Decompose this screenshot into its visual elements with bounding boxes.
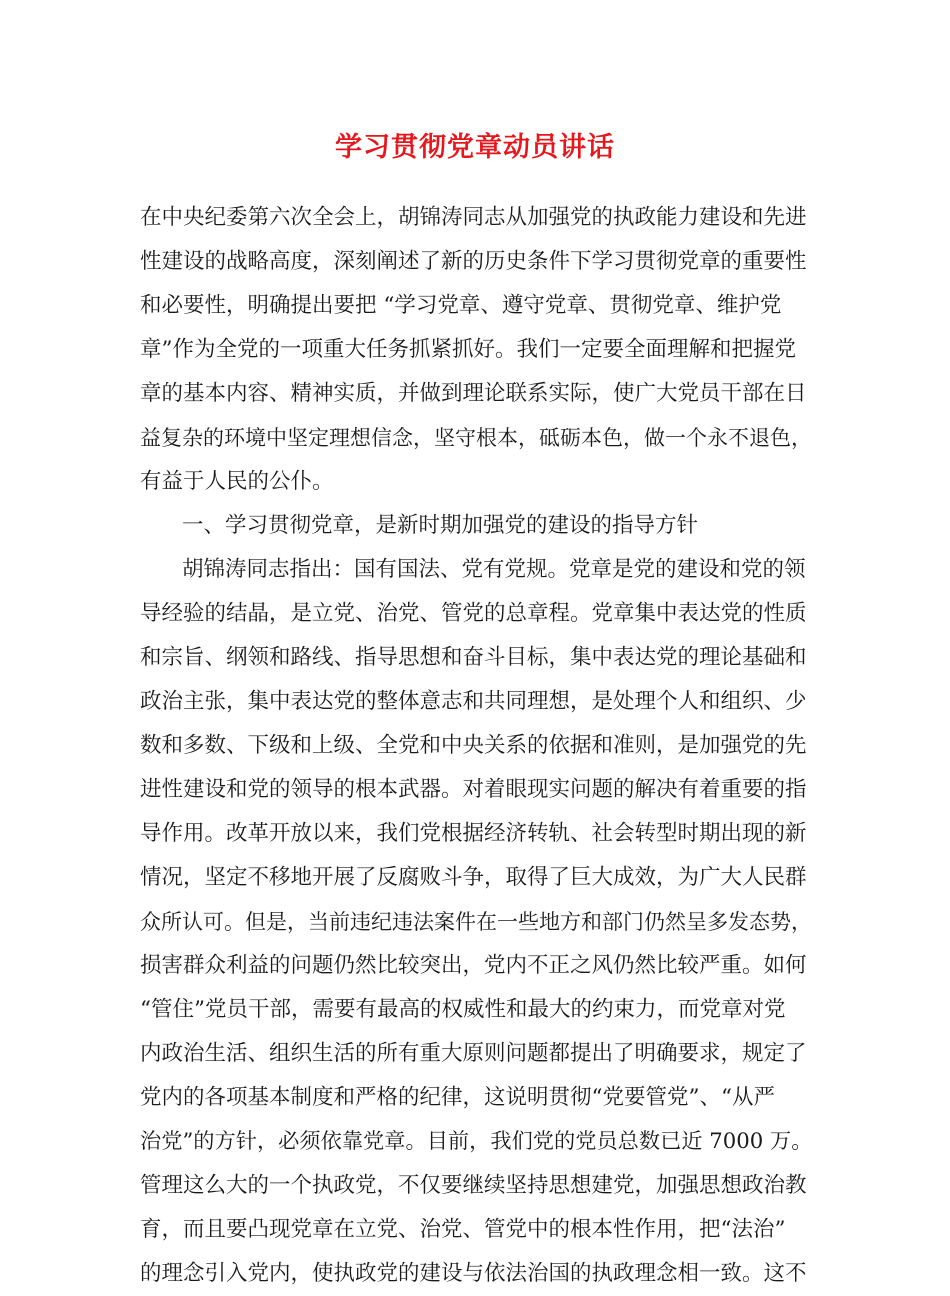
paragraph-line: 有益于人民的公仆。: [140, 469, 334, 494]
paragraph-line: 损害群众利益的问题仍然比较突出，党内不正之风仍然比较严重。如何: [140, 953, 807, 978]
paragraph-line: 性建设的战略高度，深刻阐述了新的历史条件下学习贯彻党章的重要性: [140, 249, 807, 274]
paragraph-line: 治党”的方针，必须依靠党章。目前，我们党的党员总数已近 7000 万。: [140, 1129, 813, 1154]
paragraph-line: 管理这么大的一个执政党，不仅要继续坚持思想建党，加强思想政治教: [140, 1173, 807, 1198]
paragraph-line: 和必要性，明确提出要把 “学习党章、遵守党章、贯彻党章、维护党: [140, 293, 782, 318]
paragraph-line: 育，而且要凸现党章在立党、治党、管党中的根本性作用，把“法治”: [140, 1217, 786, 1242]
section-heading: 一、学习贯彻党章，是新时期加强党的建设的指导方针: [182, 513, 699, 538]
paragraph-line: 数和多数、下级和上级、全党和中央关系的依据和准则，是加强党的先: [140, 733, 807, 758]
paragraph-line: “管住”党员干部，需要有最高的权威性和最大的约束力，而党章对党: [140, 997, 786, 1022]
paragraph-line: 导作用。改革开放以来，我们党根据经济转轨、社会转型时期出现的新: [140, 821, 807, 846]
document-title: 学习贯彻党章动员讲话: [335, 132, 615, 163]
paragraph-line: 章的基本内容、精神实质，并做到理论联系实际，使广大党员干部在日: [140, 381, 807, 406]
paragraph-line: 众所认可。但是，当前违纪违法案件在一些地方和部门仍然呈多发态势，: [140, 910, 812, 934]
paragraph-line: 内政治生活、组织生活的所有重大原则问题都提出了明确要求，规定了: [140, 1041, 807, 1066]
paragraph-line: 情况，坚定不移地开展了反腐败斗争，取得了巨大成效，为广大人民群: [140, 865, 807, 890]
paragraph-line: 益复杂的环境中坚定理想信念，坚守根本，砥砺本色，做一个永不退色，: [140, 426, 812, 450]
paragraph-line: 导经验的结晶，是立党、治党、管党的总章程。党章集中表达党的性质: [140, 601, 807, 626]
paragraph-line: 和宗旨、纲领和路线、指导思想和奋斗目标，集中表达党的理论基础和: [140, 645, 807, 670]
paragraph-line: 胡锦涛同志指出：国有国法、党有党规。党章是党的建设和党的领: [182, 557, 806, 582]
paragraph-line: 进性建设和党的领导的根本武器。对着眼现实问题的解决有着重要的指: [140, 777, 807, 802]
paragraph-line: 章”作为全党的一项重大任务抓紧抓好。我们一定要全面理解和把握党: [140, 337, 796, 362]
paragraph-line: 在中央纪委第六次全会上，胡锦涛同志从加强党的执政能力建设和先进: [140, 205, 807, 230]
paragraph-line: 党内的各项基本制度和严格的纪律，这说明贯彻“党要管党”、“从严: [140, 1085, 775, 1110]
paragraph-line: 政治主张，集中表达党的整体意志和共同理想，是处理个人和组织、少: [140, 689, 807, 714]
paragraph-line: 的理念引入党内，使执政党的建设与依法治国的执政理念相一致。这不: [140, 1261, 807, 1286]
